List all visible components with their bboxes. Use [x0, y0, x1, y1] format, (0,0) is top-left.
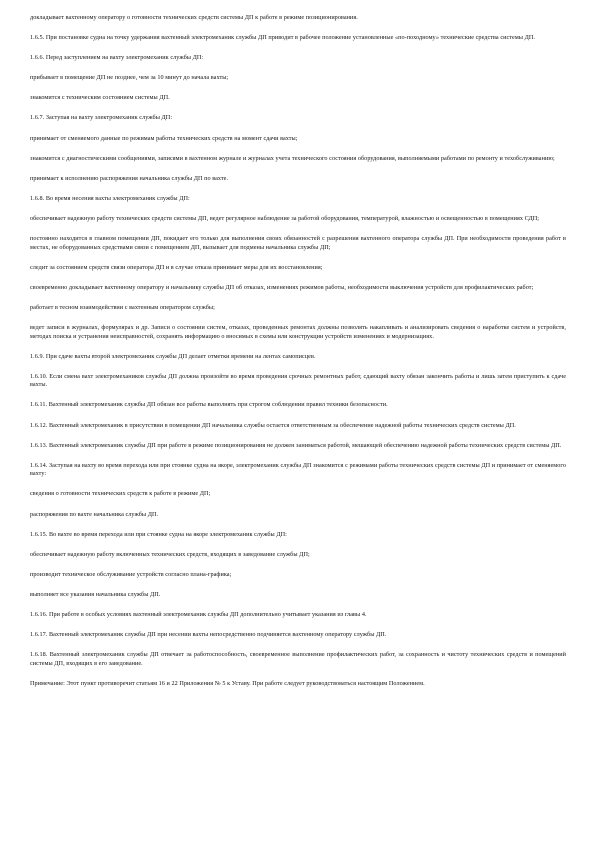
paragraph: производит техническое обслуживание устройств согласно плана-графика; [30, 570, 232, 578]
paragraph: докладывает вахтенному оператору о готовности технических средств системы ДП к работе в режиме позиционирования. [30, 14, 358, 21]
paragraph: работает в тесном взаимодействии с вахтенным оператором службы; [30, 303, 215, 311]
paragraph: 1.6.18. Вахтенный электромеханик службы ДП отвечает за работоспособность, своевременное выполнение профилактических работ, за сохранность и чистоту технических средств и помещений системы ДП, входящих в его заведование. [30, 651, 566, 667]
document-body [30, 14, 566, 700]
paragraph: 1.6.12. Вахтенный электромеханик в присутствии в помещении ДП начальника службы остается ответственным за обеспечение надежной работы технических средств системы ДП. [30, 421, 516, 429]
paragraph: ведет записи в журналах, формулярах и др. Записи о состоянии систем, отказах, проведенных ремонтах должны позволять накапливать и анализировать сведения о наработке систем и устройств, методах поиска и устранения неисправностей, сохранять информацию о вносимых в схемы или конструкции устройств изменениях и модернизациях. [30, 324, 566, 340]
paragraph: 1.6.5. При постановке судна на точку удержания вахтенный электромеханик службы ДП приводит в рабочее положение установленные «по-походному» технические средства системы ДП. [30, 34, 535, 42]
paragraph: распоряжения по вахте начальника службы ДП. [30, 510, 159, 518]
paragraph: 1.6.11. Вахтенный электромеханик службы ДП обязан все работы выполнять при строгом соблюдении правил техники безопасности. [30, 401, 388, 409]
paragraph: сведения о готовности технических средств к работе в режиме ДП; [30, 490, 211, 498]
paragraph: 1.6.15. Во вахте во время перехода или при стоянке судна на якоре электромеханик службы ДП: [30, 530, 287, 538]
paragraph: своевременно докладывает вахтенному оператору и начальнику службы ДП об отказах, изменениях режимов работы, необходимости выключения устройств для профилактических работ; [30, 283, 534, 291]
paragraph: следит за состоянием средств связи оператора ДП и в случае отказа принимает меры для их восстановления; [30, 263, 323, 271]
paragraph: принимает к исполнению распоряжения начальника службы ДП по вахте. [30, 174, 229, 182]
paragraph: постоянно находится в главном помещении ДП, покидает его только для выполнения своих обязанностей с разрешения вахтенного оператора службы ДП. При необходимости проведения работ в местах, не оборудованных средствами связи с помещением ДП, вызывает для подмены начальника службы ДП; [30, 235, 566, 251]
paragraph: знакомится с техническим состоянием системы ДП. [30, 94, 170, 102]
paragraph: 1.6.13. Вахтенный электромеханик службы ДП при работе в режиме позиционирования не должен заниматься работой, мешающей обеспечению надежной работы технических средств системы ДП. [30, 441, 562, 449]
paragraph: 1.6.16. При работе в особых условиях вахтенный электромеханик службы ДП дополнительно учитывает указания из главы 4. [30, 611, 367, 618]
paragraph: 1.6.8. Во время несения вахты электромеханик службы ДП: [30, 194, 190, 202]
paragraph: принимает от сменяемого данные по режимам работы технических средств на момент сдачи вахты; [30, 134, 298, 142]
paragraph: знакомится с диагностическими сообщениями, записями в вахтенном журнале и журналах учета технического состояния оборудования, выполняемыми работами по ремонту и техобслуживанию; [30, 154, 555, 162]
paragraph: 1.6.9. При сдаче вахты второй электромеханик службы ДП делает отметки времени на лентах самописцев. [30, 352, 316, 360]
paragraph: прибывает в помещение ДП не позднее, чем за 10 минут до начала вахты; [30, 74, 229, 82]
paragraph: 1.6.14. Заступая на вахту во время перехода или при стоянке судна на якоре, электромеханик службы ДП знакомится с режимами работы технических средств системы ДП и принимает от сменяемого вахту: [30, 461, 566, 478]
paragraph: выполняет все указания начальника службы ДП. [30, 590, 161, 598]
paragraph: Примечание: Этот пункт противоречит статьям 16 и 22 Приложения № 5 к Уставу. При работе следует руководствоваться настоящим Положением. [30, 679, 425, 687]
paragraph: обеспечивает надежную работу включенных технических средств, входящих в заведование службы ДП; [30, 550, 310, 558]
paragraph: 1.6.17. Вахтенный электромеханик службы ДП при несении вахты непосредственно подчиняется вахтенному оператору службы ДП. [30, 631, 387, 639]
paragraph: обеспечивает надежную работу технических средств системы ДП, ведет регулярное наблюдение за работой оборудования, температурой, влажностью и освещенностью в помещениях СДП; [30, 214, 540, 222]
paragraph: 1.6.7. Заступая на вахту электромеханик службы ДП: [30, 114, 173, 122]
paragraph: 1.6.6. Перед заступлением на вахту электромеханик службы ДП: [30, 54, 204, 62]
paragraph: 1.6.10. Если смена вахт электромехаников службы ДП должна произойти во время проведения срочных ремонтных работ, сдающий вахту обязан закончить работы и лишь затем приступить к сдаче вахты. [30, 372, 566, 389]
